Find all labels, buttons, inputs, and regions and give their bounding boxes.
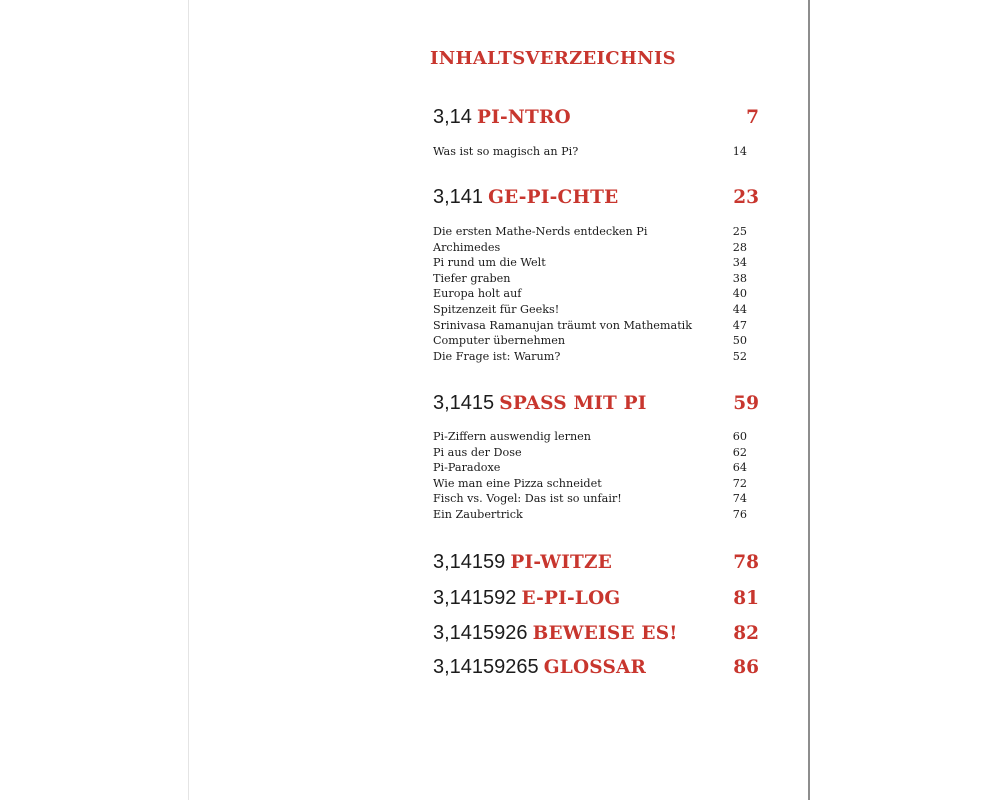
chapter-entry-beweise-es[interactable] [433,620,759,647]
chapter-label [433,184,618,211]
section-page-number: 72 [732,476,747,490]
section-entry[interactable] [433,445,747,461]
chapter-page-number: 78 [733,552,759,573]
section-entry[interactable] [433,286,747,302]
section-entry[interactable] [433,271,747,287]
chapter-entry-glossar[interactable] [433,654,759,681]
section-list-gepichte [433,224,747,364]
page-edge-shadow [808,0,810,800]
chapter-page-number: 23 [733,187,759,208]
section-page-number: 64 [732,461,747,475]
section-page-number: 28 [732,240,747,254]
section-title: Die ersten Mathe-Nerds entdecken Pi [433,225,648,238]
chapter-number: 3,14159 [433,551,506,573]
chapter-title: PI-NTRO [477,107,571,128]
chapter-entry-pintro[interactable] [433,104,759,131]
section-page-number: 34 [732,256,747,270]
section-entry[interactable] [433,491,747,507]
section-title: Die Frage ist: Warum? [433,349,561,363]
section-entry[interactable] [433,333,747,349]
chapter-entry-spass-mit-pi[interactable] [433,390,759,417]
chapter-title: PI-WITZE [510,552,613,573]
section-title: Tiefer graben [433,271,511,285]
section-title: Pi-Ziffern auswendig lernen [433,430,591,443]
section-entry[interactable] [433,240,747,256]
chapter-title: E-PI-LOG [521,588,621,609]
chapter-title: GE-PI-CHTE [488,187,619,208]
toc-heading: INHALTSVERZEICHNIS [430,48,676,69]
chapter-title: SPASS MIT PI [499,393,647,414]
chapter-number: 3,141 [433,186,484,208]
section-entry[interactable] [433,302,747,318]
chapter-label [433,620,678,647]
section-entry[interactable] [433,429,747,445]
chapter-label [433,654,646,681]
chapter-page-number: 86 [733,657,759,678]
chapter-label [433,549,612,576]
section-title: Pi aus der Dose [433,445,522,459]
section-page-number: 74 [732,492,747,506]
section-page-number: 25 [732,225,747,238]
section-page-number: 40 [732,287,747,301]
chapter-number: 3,14 [433,106,472,128]
chapter-number: 3,141592 [433,587,517,609]
section-page-number: 76 [732,507,747,521]
section-title: Europa holt auf [433,287,522,301]
section-entry[interactable] [433,460,747,476]
section-page-number: 60 [732,430,747,443]
chapter-label [433,104,571,131]
section-title: Srinivasa Ramanujan träumt von Mathematik [433,318,693,332]
section-page-number: 14 [732,145,747,158]
section-title: Ein Zaubertrick [433,507,523,521]
chapter-number: 3,1415 [433,392,495,414]
section-title: Was ist so magisch an Pi? [433,145,579,158]
section-title: Wie man eine Pizza schneidet [433,476,602,490]
section-page-number: 52 [732,349,747,363]
chapter-entry-pi-witze[interactable] [433,549,759,576]
chapter-number: 3,1415926 [433,622,528,644]
section-list-spass-mit-pi [433,429,747,523]
section-title: Pi-Paradoxe [433,461,501,475]
section-entry[interactable] [433,255,747,271]
chapter-page-number: 59 [733,393,759,414]
chapter-label [433,585,620,612]
section-page-number: 38 [732,271,747,285]
chapter-title: GLOSSAR [543,657,647,678]
chapter-number: 3,14159265 [433,656,539,678]
section-entry[interactable] [433,318,747,334]
section-entry[interactable] [433,507,747,523]
section-title: Pi rund um die Welt [433,256,546,270]
chapter-page-number: 7 [746,107,759,128]
section-page-number: 50 [732,334,747,348]
section-title: Archimedes [433,240,501,254]
section-entry[interactable] [433,349,747,365]
chapter-label [433,390,647,417]
section-page-number: 62 [732,445,747,459]
chapter-entry-gepichte[interactable] [433,184,759,211]
section-list-pintro [433,144,747,160]
section-title: Spitzenzeit für Geeks! [433,302,560,316]
chapter-entry-e-pi-log[interactable] [433,585,759,612]
chapter-page-number: 82 [733,623,759,644]
chapter-page-number: 81 [733,588,759,609]
section-title: Computer übernehmen [433,334,566,348]
section-entry[interactable] [433,144,747,160]
section-entry[interactable] [433,224,747,240]
chapter-title: BEWEISE ES! [532,623,678,644]
section-page-number: 47 [732,318,747,332]
section-title: Fisch vs. Vogel: Das ist so unfair! [433,492,622,506]
section-page-number: 44 [732,302,747,316]
section-entry[interactable] [433,476,747,492]
